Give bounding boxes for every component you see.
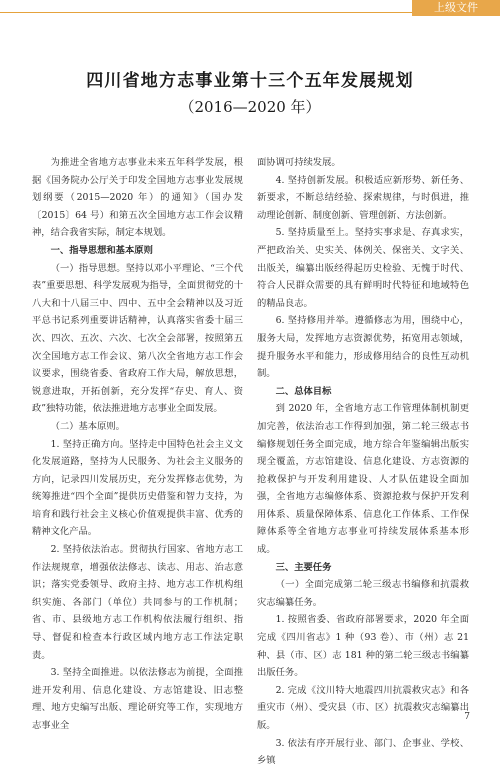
paragraph: 到 2020 年，全省地方志工作管理体制机制更加完善，依法治志工作得到加强，第二轮三级志书编修规划任务全面完成，地方综合年鉴编辑出版实现全覆盖，方志馆建设、信息化建设、方志资源的抢救保护与开发利用建设、人才队伍建设全面加强，全省地方志编修体系、资源抢救与保护开发利用体系、质量保障体系、信息化工作体系、工作保障体系等全省地方志事业可持续发展体系基本形成。 xyxy=(257,403,469,556)
section-heading: 三、主要任务 xyxy=(275,561,332,573)
section-heading: 二、总体目标 xyxy=(275,385,332,397)
paragraph: 4. 坚持创新发展。积极适应新形势、新任务、新要求，不断总结经验、探索规律，与时俱进，推动理论创新、制度创新、管理创新、方法创新。 xyxy=(257,174,469,221)
right-column xyxy=(257,154,469,770)
paragraph: 6. 坚持修用并举。遵循修志为用，围绕中心，服务大局，发挥地方志资源优势，拓宽用志领域，提升服务水平和能力，形成修用结合的良性互动机制。 xyxy=(257,315,469,380)
subsection-heading: （一）全面完成第二轮三级志书编修和抗震救灾志编纂任务。 xyxy=(257,579,469,608)
section-heading: 一、指导思想和基本原则 xyxy=(50,244,153,256)
paragraph: 3. 依法有序开展行业、部门、企事业、学校、乡镇 xyxy=(257,737,469,767)
document-title: 四川省地方志事业第十三个五年发展规划 xyxy=(86,71,414,91)
page-header xyxy=(0,0,500,16)
document-subtitle: （2016—2020 年） xyxy=(179,98,321,116)
paragraph: 1. 按照省委、省政府部署要求，2020 年全面完成《四川省志》1 种（93 卷）、市（州）志 21 种、县（市、区）志 181 种的第二轮三级志书编纂出版任务。 xyxy=(257,614,469,679)
paragraph: 3. 坚持全面推进。以依法修志为前提，全面推进开发利用、信息化建设、方志馆建设、旧志整理、地方史编写出版、理论研究等工作，实现地方志事业全 xyxy=(32,667,243,731)
paragraph: 2. 坚持依法治志。贯彻执行国家、省地方志工作法规规章，增强依法修志、读志、用志、治志意识；落实党委领导、政府主持、地方志工作机构组织实施、各部门（单位）共同参与的工作机制；省、市、县级地方志工作机构依法履行组织、指导、督促和检查本行政区域内地方志工作法定职责。 xyxy=(32,544,243,661)
paragraph: （一）指导思想。坚持以邓小平理论、“三个代表”重要思想、科学发展观为指导，全面贯彻党的十八大和十八届三中、四中、五中全会精神以及习近平总书记系列重要讲话精神，认真落实省委十届三次、四次、五次、六次、七次全会部署，按照第五次全国地方志工作会议、第八次全省地方志工作会议要求，围绕省委、省政府工作大局，解放思想，锐意进取，开拓创新，充分发挥“存史、育人、资政”独特功能，依法推进地方志事业全面发展。 xyxy=(32,262,243,415)
left-column xyxy=(32,154,243,735)
paragraph: 面协调可持续发展。 xyxy=(257,157,341,168)
paragraph: 5. 坚持质量至上。坚持实事求是、存真求实，严把政治关、史实关、体例关、保密关、文字关、出版关，编纂出版经得起历史检验、无愧于时代、符合人民群众需要的具有鲜明时代特征和地域特色的精品良志。 xyxy=(257,227,469,309)
paragraph: （二）基本原则。 xyxy=(50,420,125,432)
page-number: 7 xyxy=(464,712,470,722)
paragraph: 1. 坚持正确方向。坚持走中国特色社会主义文化发展道路，坚持为人民服务、为社会主义服务的方向，记录四川发展历史，充分发挥修志优势，为统筹推进“四个全面”提供历史借鉴和智力支持，为培育和践行社会主义核心价值观提供丰富、优秀的精神文化产品。 xyxy=(32,438,243,538)
paragraph: 2. 完成《汶川特大地震四川抗震救灾志》和各重灾市（州）、受灾县（市、区）抗震救灾志编纂出版。 xyxy=(257,684,469,731)
section-tab: 上级文件 xyxy=(412,0,500,16)
paragraph: 为推进全省地方志事业未来五年科学发展，根据《国务院办公厅关于印发全国地方志事业发展规划纲要（2015—2020 年）的通知》（国办发〔2015〕64 号）和第五次全国地方志工作会议精神，结合我省实际，制定本规划。 xyxy=(32,157,243,239)
